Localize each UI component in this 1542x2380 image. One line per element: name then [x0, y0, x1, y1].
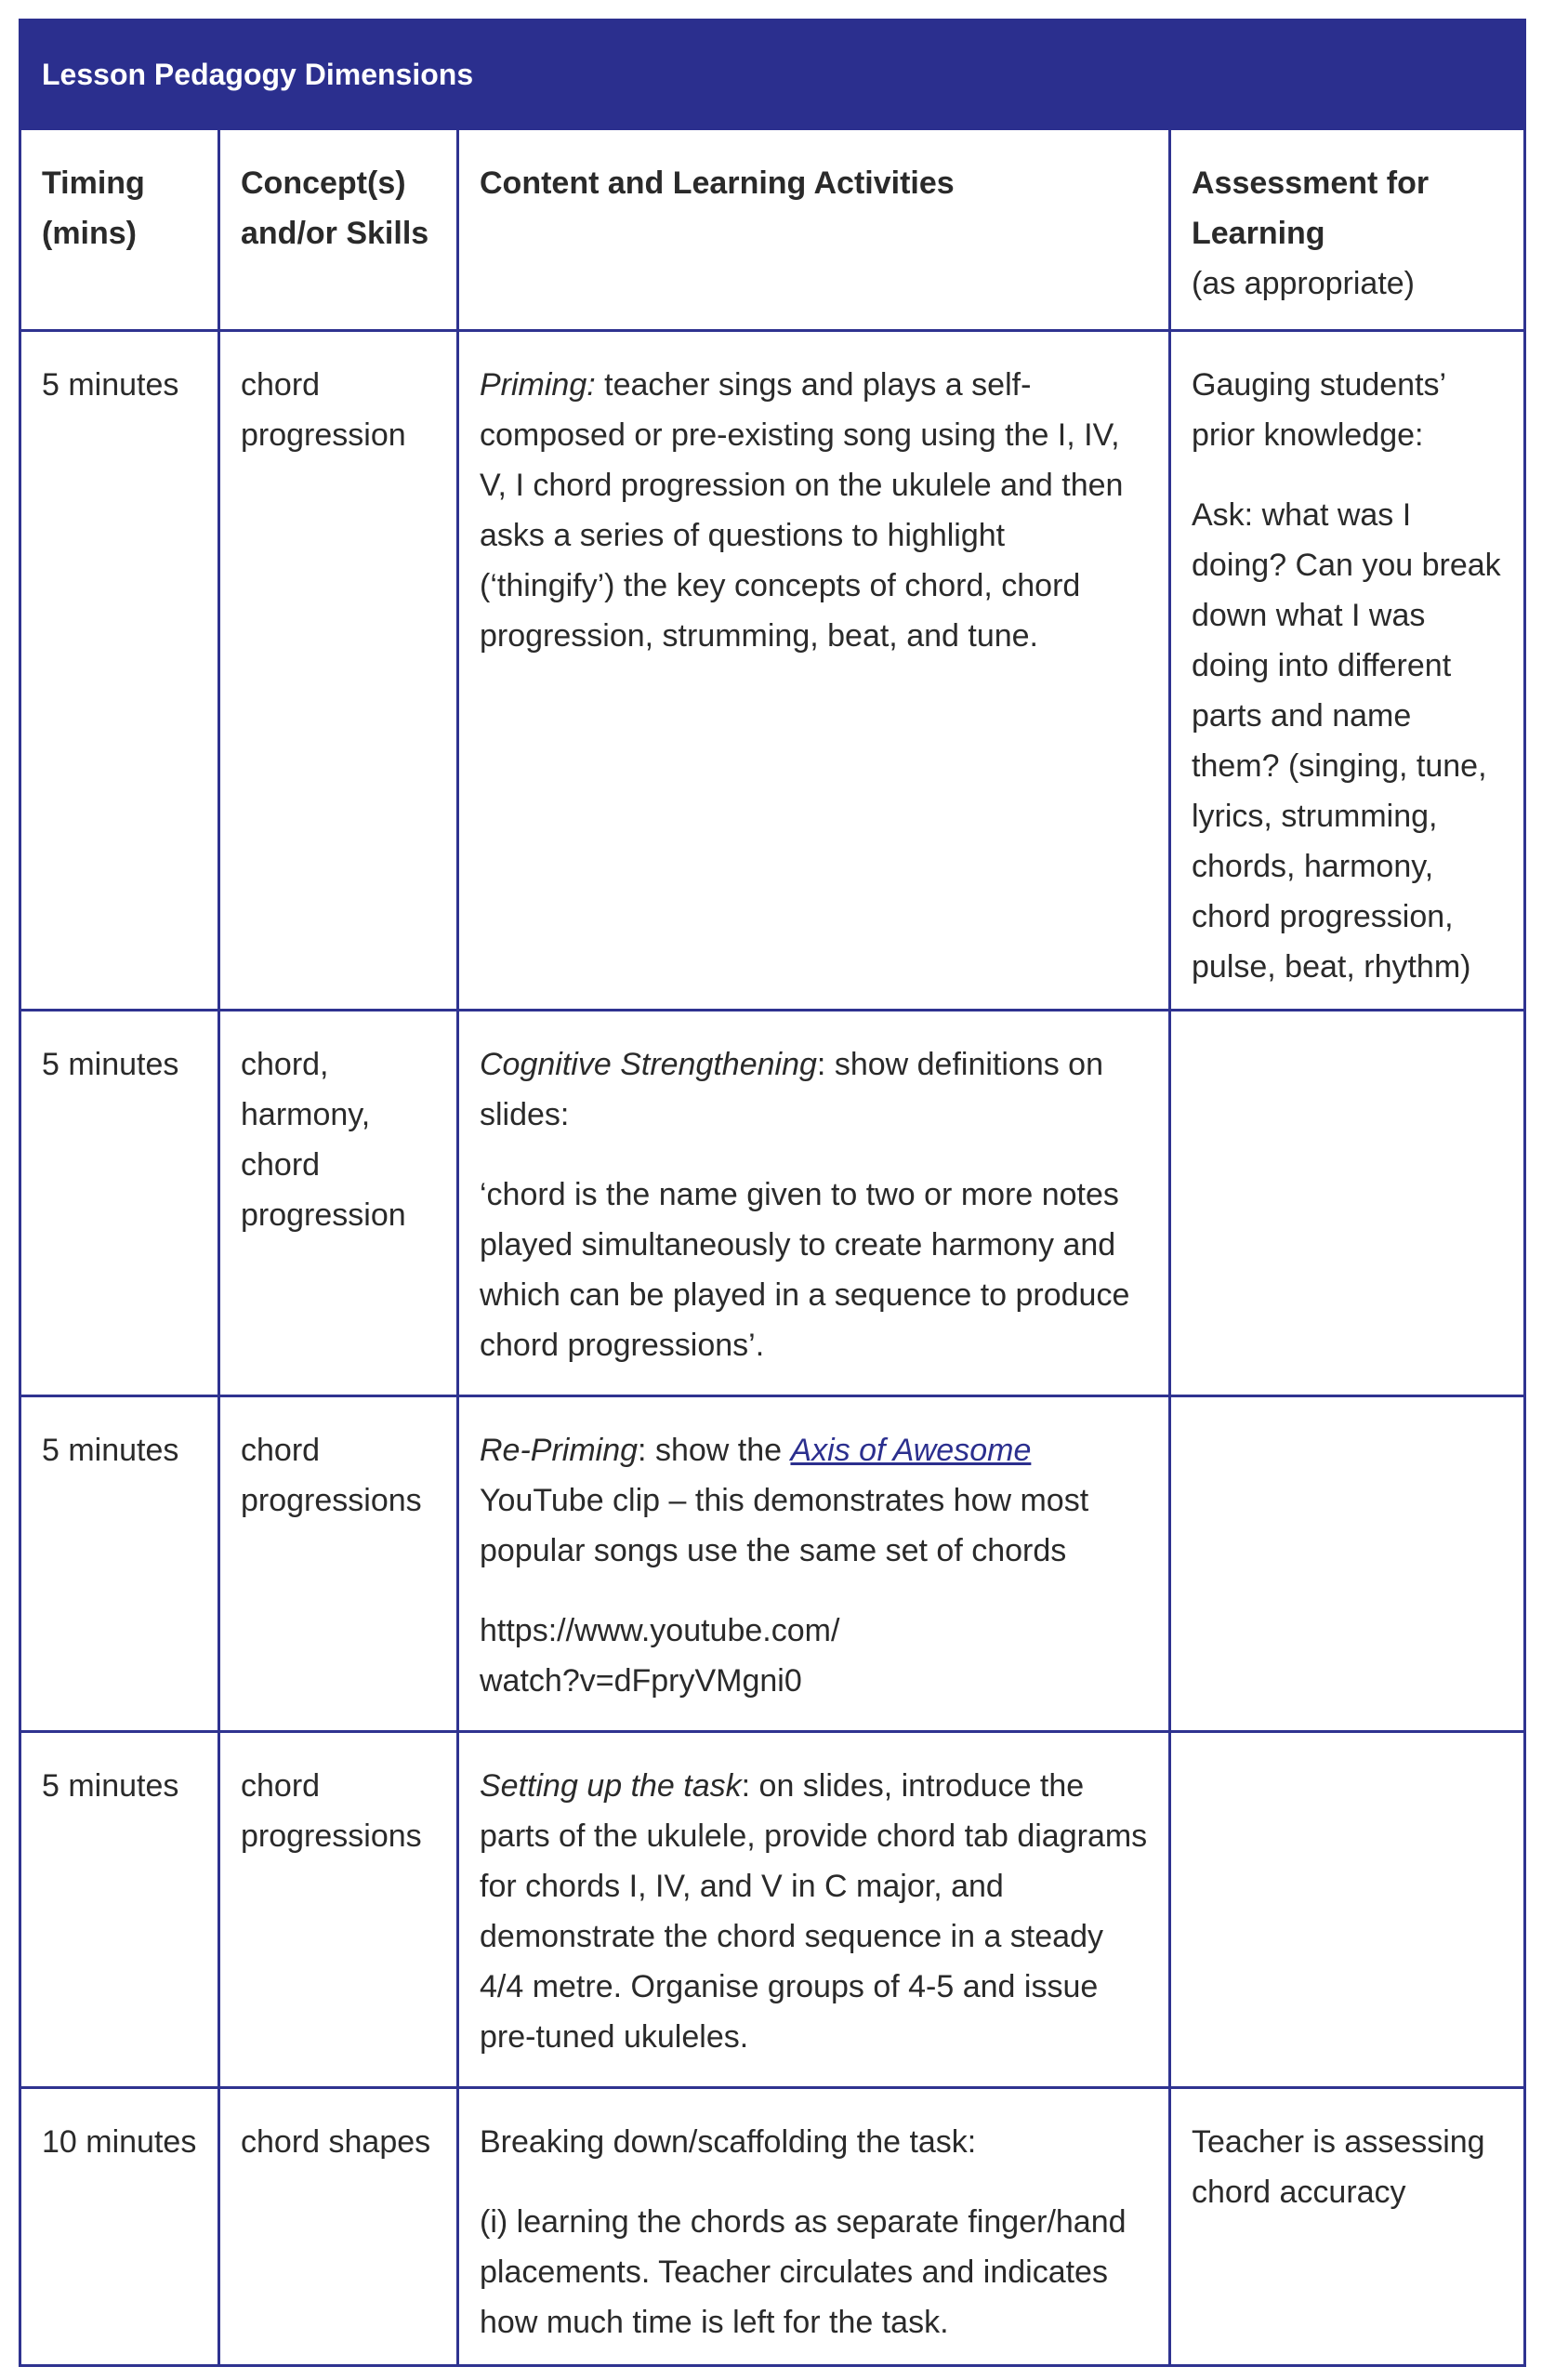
cell-concepts: chord progressions	[219, 1732, 458, 2088]
header-concepts: Concept(s) and/or Skills	[219, 129, 458, 331]
cell-content	[458, 331, 1170, 1011]
header-timing: Timing (mins)	[20, 129, 219, 331]
cell-assessment: Teacher is assessing chord accuracy	[1170, 2088, 1525, 2366]
table-row	[20, 331, 1525, 1011]
cell-content	[458, 1396, 1170, 1732]
table-row	[20, 1732, 1525, 2088]
cell-concepts: chord shapes	[219, 2088, 458, 2366]
header-row	[20, 129, 1525, 331]
table-title: Lesson Pedagogy Dimensions	[20, 20, 1525, 129]
cell-content	[458, 1011, 1170, 1396]
lesson-pedagogy-table	[19, 19, 1526, 2367]
cell-concepts: chord progressions	[219, 1396, 458, 1732]
activity-label: Cognitive Strengthening	[480, 1047, 817, 1082]
cell-assessment	[1170, 1396, 1525, 1732]
header-content: Content and Learning Activities	[458, 129, 1170, 331]
activity-text: : on slides, introduce the parts of the ukulele, provide chord tab diagrams for chords I, IV, and V in C major, and demonstrate the chord sequence in a steady 4/4 metre. Organise groups of 4-5 and issue pre-tuned ukuleles.	[480, 1768, 1148, 2055]
cell-timing: 5 minutes	[20, 1011, 219, 1396]
lesson-table-container	[19, 19, 1523, 2367]
cell-assessment	[1170, 1732, 1525, 2088]
activity-label: Priming:	[480, 367, 596, 403]
header-assessment	[1170, 129, 1525, 331]
header-assessment-sub: (as appropriate)	[1192, 266, 1416, 301]
video-url-line-2: watch?v=dFpryVMgni0	[480, 1663, 802, 1699]
activity-text: YouTube clip – this demonstrates how most popular songs use the same set of chords	[480, 1483, 1089, 1568]
cell-timing: 10 minutes	[20, 2088, 219, 2366]
table-title-row	[20, 20, 1525, 129]
table-row	[20, 1396, 1525, 1732]
cell-content	[458, 2088, 1170, 2366]
table-row	[20, 2088, 1525, 2366]
activity-text: (i) learning the chords as separate finger/hand placements. Teacher circulates and indicates how much time is left for the task.	[480, 2204, 1127, 2340]
cell-timing: 5 minutes	[20, 331, 219, 1011]
activity-label: Setting up the task	[480, 1768, 742, 1804]
activity-label: Re-Priming	[480, 1433, 639, 1468]
assessment-text: Gauging students’ prior knowledge:	[1192, 367, 1445, 453]
cell-concepts: chord, harmony, chord progression	[219, 1011, 458, 1396]
cell-timing: 5 minutes	[20, 1732, 219, 2088]
activity-text: Breaking down/scaffolding the task:	[480, 2124, 977, 2160]
cell-concepts: chord progression	[219, 331, 458, 1011]
header-assessment-label: Assessment for Learning	[1192, 165, 1430, 251]
cell-timing: 5 minutes	[20, 1396, 219, 1732]
table-row	[20, 1011, 1525, 1396]
cell-assessment	[1170, 331, 1525, 1011]
cell-content	[458, 1732, 1170, 2088]
activity-text: teacher sings and plays a self-composed or pre-existing song using the I, IV, V, I chord progression on the ukulele and then asks a series of questions to highlight (‘thingify’) the key concepts of chord, chord progression, strumming, beat, and tune.	[480, 367, 1124, 654]
video-url-line-1: https://www.youtube.com/	[480, 1613, 840, 1648]
axis-of-awesome-link[interactable]: Axis of Awesome	[790, 1433, 1032, 1468]
activity-definition: ‘chord is the name given to two or more notes played simultaneously to create harmony and which can be played in a sequence to produce chord progressions’.	[480, 1177, 1130, 1363]
assessment-text: Ask: what was I doing? Can you break down what I was doing into different parts and name them? (singing, tune, lyrics, strumming, chords, harmony, chord progression, pulse, beat, rhythm)	[1192, 497, 1501, 985]
cell-assessment	[1170, 1011, 1525, 1396]
activity-text: : show the	[638, 1433, 791, 1468]
activity-text: : show definitions on slides:	[480, 1047, 1103, 1132]
